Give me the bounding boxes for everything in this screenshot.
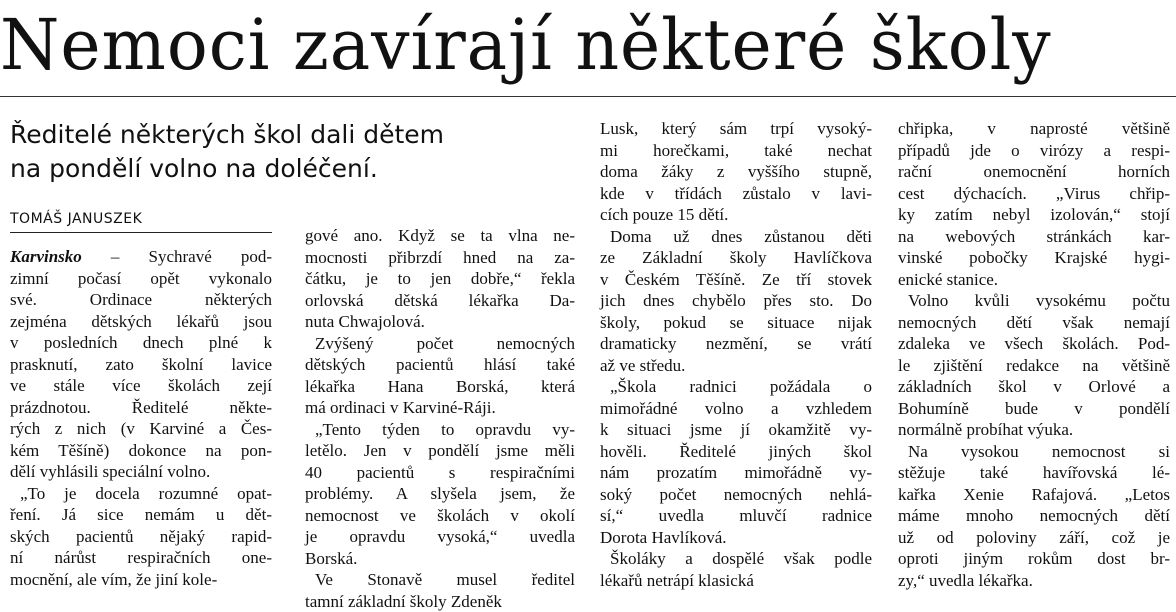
- article-line: [10, 246, 272, 268]
- article-line: je opravdu vysoká,“ uvedla: [305, 526, 575, 548]
- article-line: máme mnoho nemocných dětí: [898, 505, 1170, 527]
- article-line: stěžuje také havířovská lé-: [898, 462, 1170, 484]
- byline-rule: [10, 232, 272, 233]
- article-line: Dorota Havlíková.: [600, 527, 872, 549]
- article-line: Školáky a dospělé však podle: [600, 548, 872, 570]
- article-line: v posledních dnech plné k: [10, 332, 272, 354]
- article-line: základních škol v Orlové a: [898, 376, 1170, 398]
- article-line: ky zatím nebyl izolován,“ stojí: [898, 204, 1170, 226]
- article-line: rých z nich (v Karviné a Čes-: [10, 418, 272, 440]
- article-line: nemocnost ve školách v okolí: [305, 505, 575, 527]
- article-line: Ve Stonavě musel ředitel: [305, 569, 575, 591]
- article-line: dělí vyhlásili speciální volno.: [10, 461, 272, 483]
- article-line: problémy. A slyšela jsem, že: [305, 483, 575, 505]
- article-line: na webových stránkách kar-: [898, 226, 1170, 248]
- article-column-3: [600, 118, 872, 591]
- article-line: hověli. Ředitelé jiných škol: [600, 441, 872, 463]
- article-line: prasknutí, zato školní lavice: [10, 354, 272, 376]
- headline: Nemoci zavírají některé školy: [0, 0, 1141, 90]
- article-line: doma žáky z vyššího stupně,: [600, 161, 872, 183]
- article-line: kde v třídách zůstalo v lavi-: [600, 183, 872, 205]
- article-line: „Tento týden to opravdu vy-: [305, 419, 575, 441]
- article-line: dramaticky nezmění, se vrátí: [600, 333, 872, 355]
- byline: TOMÁŠ JANUSZEK: [10, 210, 280, 228]
- article-line: lékařů netrápí klasická: [600, 570, 872, 592]
- article-line: mimořádné volno a vzhledem: [600, 398, 872, 420]
- article-line: až ve středu.: [600, 355, 872, 377]
- article-line: Zvýšený počet nemocných: [305, 333, 575, 355]
- article-line: normálně probíhat výuka.: [898, 419, 1170, 441]
- article-line: kařka Xenie Rafajová. „Letos: [898, 484, 1170, 506]
- article-line: v Českém Těšíně. Ze tří stovek: [600, 269, 872, 291]
- article-line: případů jde o virózy a respi-: [898, 140, 1170, 162]
- article-line: mocnění, ale vím, že jiní kole-: [10, 569, 272, 591]
- article-line: cest dýchacích. „Virus chřip-: [898, 183, 1170, 205]
- article-line: „Škola radnici požádala o: [600, 376, 872, 398]
- subheadline: [10, 118, 590, 186]
- subheadline-line: Ředitelé některých škol dali dětem: [10, 118, 590, 152]
- article-line: le zjištění redakce na většině: [898, 355, 1170, 377]
- article-line: své. Ordinace některých: [10, 289, 272, 311]
- article-line: mocnosti přibrzdí hned na za-: [305, 247, 575, 269]
- article-line: sí,“ uvedla mluvčí radnice: [600, 505, 872, 527]
- article-line: zejména dětských lékařů jsou: [10, 311, 272, 333]
- article-line: už od poloviny září, což je: [898, 527, 1170, 549]
- article-column-2: [305, 225, 575, 612]
- article-line: ření. Já sice nemám u dět-: [10, 504, 272, 526]
- article-line: orlovská dětská lékařka Da-: [305, 290, 575, 312]
- headline-rule: [0, 96, 1176, 97]
- article-line: kém Těšíně) dokonce na pon-: [10, 440, 272, 462]
- article-line: chřipka, v naprosté většině: [898, 118, 1170, 140]
- article-line: rační onemocnění horních: [898, 161, 1170, 183]
- article-line: mi horečkami, také nechat: [600, 140, 872, 162]
- article-line: enické stanice.: [898, 269, 1170, 291]
- article-line: „To je docela rozumné opat-: [10, 483, 272, 505]
- subheadline-line: na pondělí volno na doléčení.: [10, 152, 590, 186]
- article-line: má ordinaci v Karviné-Ráji.: [305, 397, 575, 419]
- article-line: zimní počasí opět vykonalo: [10, 268, 272, 290]
- article-line: soký počet nemocných nehlá-: [600, 484, 872, 506]
- article-line: letělo. Jen v pondělí jsme měli: [305, 440, 575, 462]
- article-line: k situaci jsme jí okamžitě vy-: [600, 419, 872, 441]
- article-line: lékařka Hana Borská, která: [305, 376, 575, 398]
- article-line: nemocných dětí však nemají: [898, 312, 1170, 334]
- article-line: nuta Chwajolová.: [305, 311, 575, 333]
- article-line: zdaleka ve všech školách. Pod-: [898, 333, 1170, 355]
- article-line: dětských pacientů hlásí také: [305, 354, 575, 376]
- article-line: Doma už dnes zůstanou děti: [600, 226, 872, 248]
- article-line: nám prozatím mimořádně vy-: [600, 462, 872, 484]
- article-line: 40 pacientů s respiračními: [305, 462, 575, 484]
- article-line: oproti jiným rokům dost br-: [898, 548, 1170, 570]
- article-line: čátku, je to jen dobře,“ řekla: [305, 268, 575, 290]
- article-line: zy,“ uvedla lékařka.: [898, 570, 1170, 592]
- article-line: tamní základní školy Zdeněk: [305, 591, 575, 612]
- article-line: prázdnotou. Ředitelé někte-: [10, 397, 272, 419]
- dateline: Karvinsko: [10, 247, 82, 266]
- article-line: Bohumíně bude v pondělí: [898, 398, 1170, 420]
- article-line: Borská.: [305, 548, 575, 570]
- article-line: vinské pobočky Krajské hygi-: [898, 247, 1170, 269]
- article-line: ze Základní školy Havlíčkova: [600, 247, 872, 269]
- article-column-1: [10, 246, 272, 590]
- article-line: gové ano. Když se ta vlna ne-: [305, 225, 575, 247]
- article-line: ní nárůst respiračních one-: [10, 547, 272, 569]
- article-line: ve stále více školách zejí: [10, 375, 272, 397]
- article-text: – Sychravé pod-: [82, 247, 272, 266]
- article-line: Lusk, který sám trpí vysoký-: [600, 118, 872, 140]
- article-line: jich dnes chybělo přes sto. Do: [600, 290, 872, 312]
- article-line: ských pacientů nějaký rapid-: [10, 526, 272, 548]
- article-line: školy, pokud se situace nijak: [600, 312, 872, 334]
- article-line: cích pouze 15 dětí.: [600, 204, 872, 226]
- article-line: Volno kvůli vysokému počtu: [898, 290, 1170, 312]
- article-line: Na vysokou nemocnost si: [898, 441, 1170, 463]
- article-column-4: [898, 118, 1170, 591]
